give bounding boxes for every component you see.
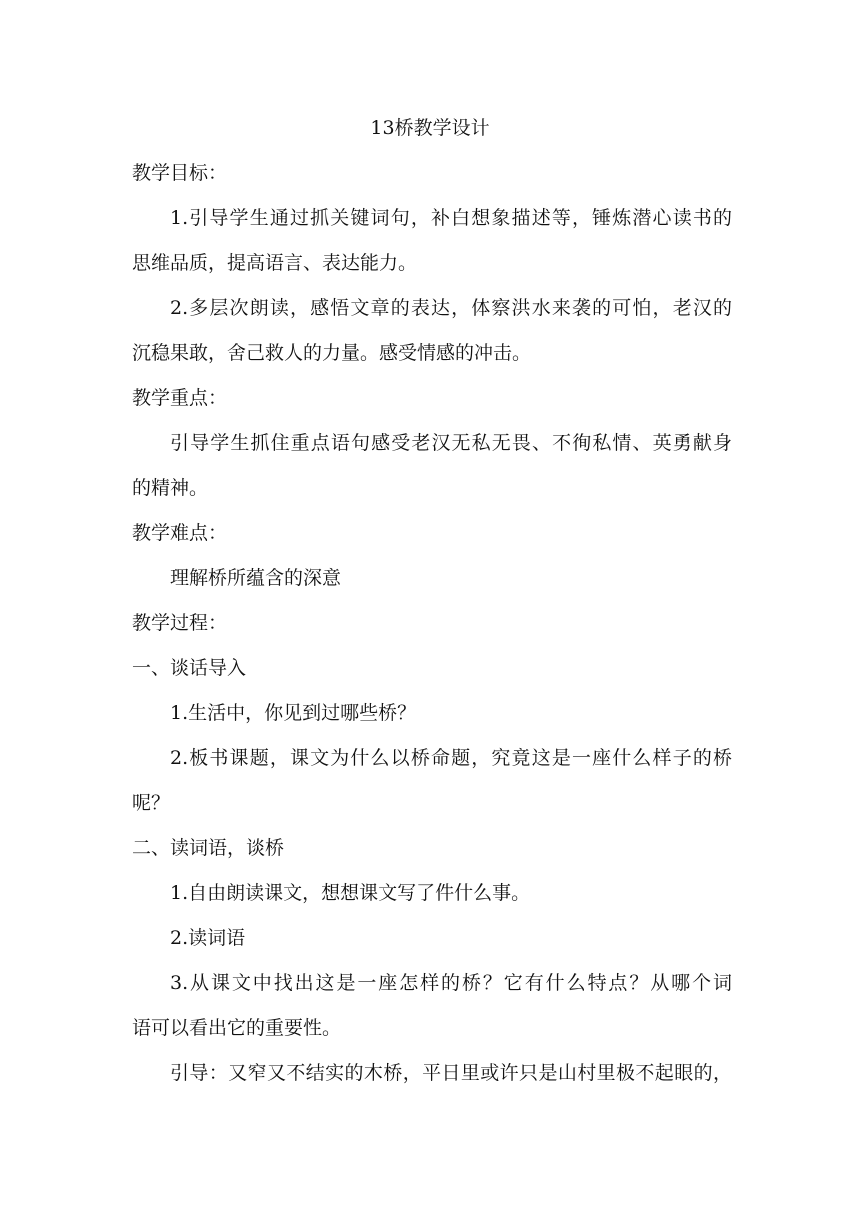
paragraph-line: 引导学生抓住重点语句感受老汉无私无畏、不徇私情、英勇献身: [170, 432, 732, 454]
paragraph-line: 1.生活中，你见到过哪些桥？: [170, 702, 417, 724]
heading-difficulties: 教学难点：: [132, 522, 228, 544]
heading-key-points: 教学重点：: [132, 387, 228, 409]
paragraph-line: 2.板书课题，课文为什么以桥命题，究竟这是一座什么样子的桥: [170, 747, 732, 769]
paragraph-line: 语可以看出它的重要性。: [132, 1017, 342, 1039]
paragraph-line: 3.从课文中找出这是一座怎样的桥？它有什么特点？从哪个词: [170, 972, 732, 994]
paragraph-line: 沉稳果敢，舍己救人的力量。感受情感的冲击。: [132, 342, 532, 364]
paragraph-line: 理解桥所蕴含的深意: [170, 567, 342, 589]
section-heading: 一、谈话导入: [132, 657, 247, 679]
paragraph-line: 1.引导学生通过抓关键词句，补白想象描述等，锤炼潜心读书的: [170, 207, 732, 229]
paragraph-line: 思维品质，提高语言、表达能力。: [132, 252, 418, 274]
section-heading: 二、读词语，谈桥: [132, 837, 285, 859]
paragraph-line: 2.多层次朗读，感悟文章的表达，体察洪水来袭的可怕，老汉的: [170, 297, 732, 319]
heading-objectives: 教学目标：: [132, 162, 228, 184]
paragraph-line: 的精神。: [132, 477, 209, 499]
heading-process: 教学过程：: [132, 612, 228, 634]
paragraph-line: 2.读词语: [170, 927, 246, 949]
paragraph-line: 引导：又窄又不结实的木桥，平日里或许只是山村里极不起眼的，: [170, 1062, 732, 1084]
paragraph-line: 呢？: [132, 792, 171, 814]
document-title: 13桥教学设计: [370, 117, 490, 139]
paragraph-line: 1.自由朗读课文，想想课文写了件什么事。: [170, 882, 531, 904]
